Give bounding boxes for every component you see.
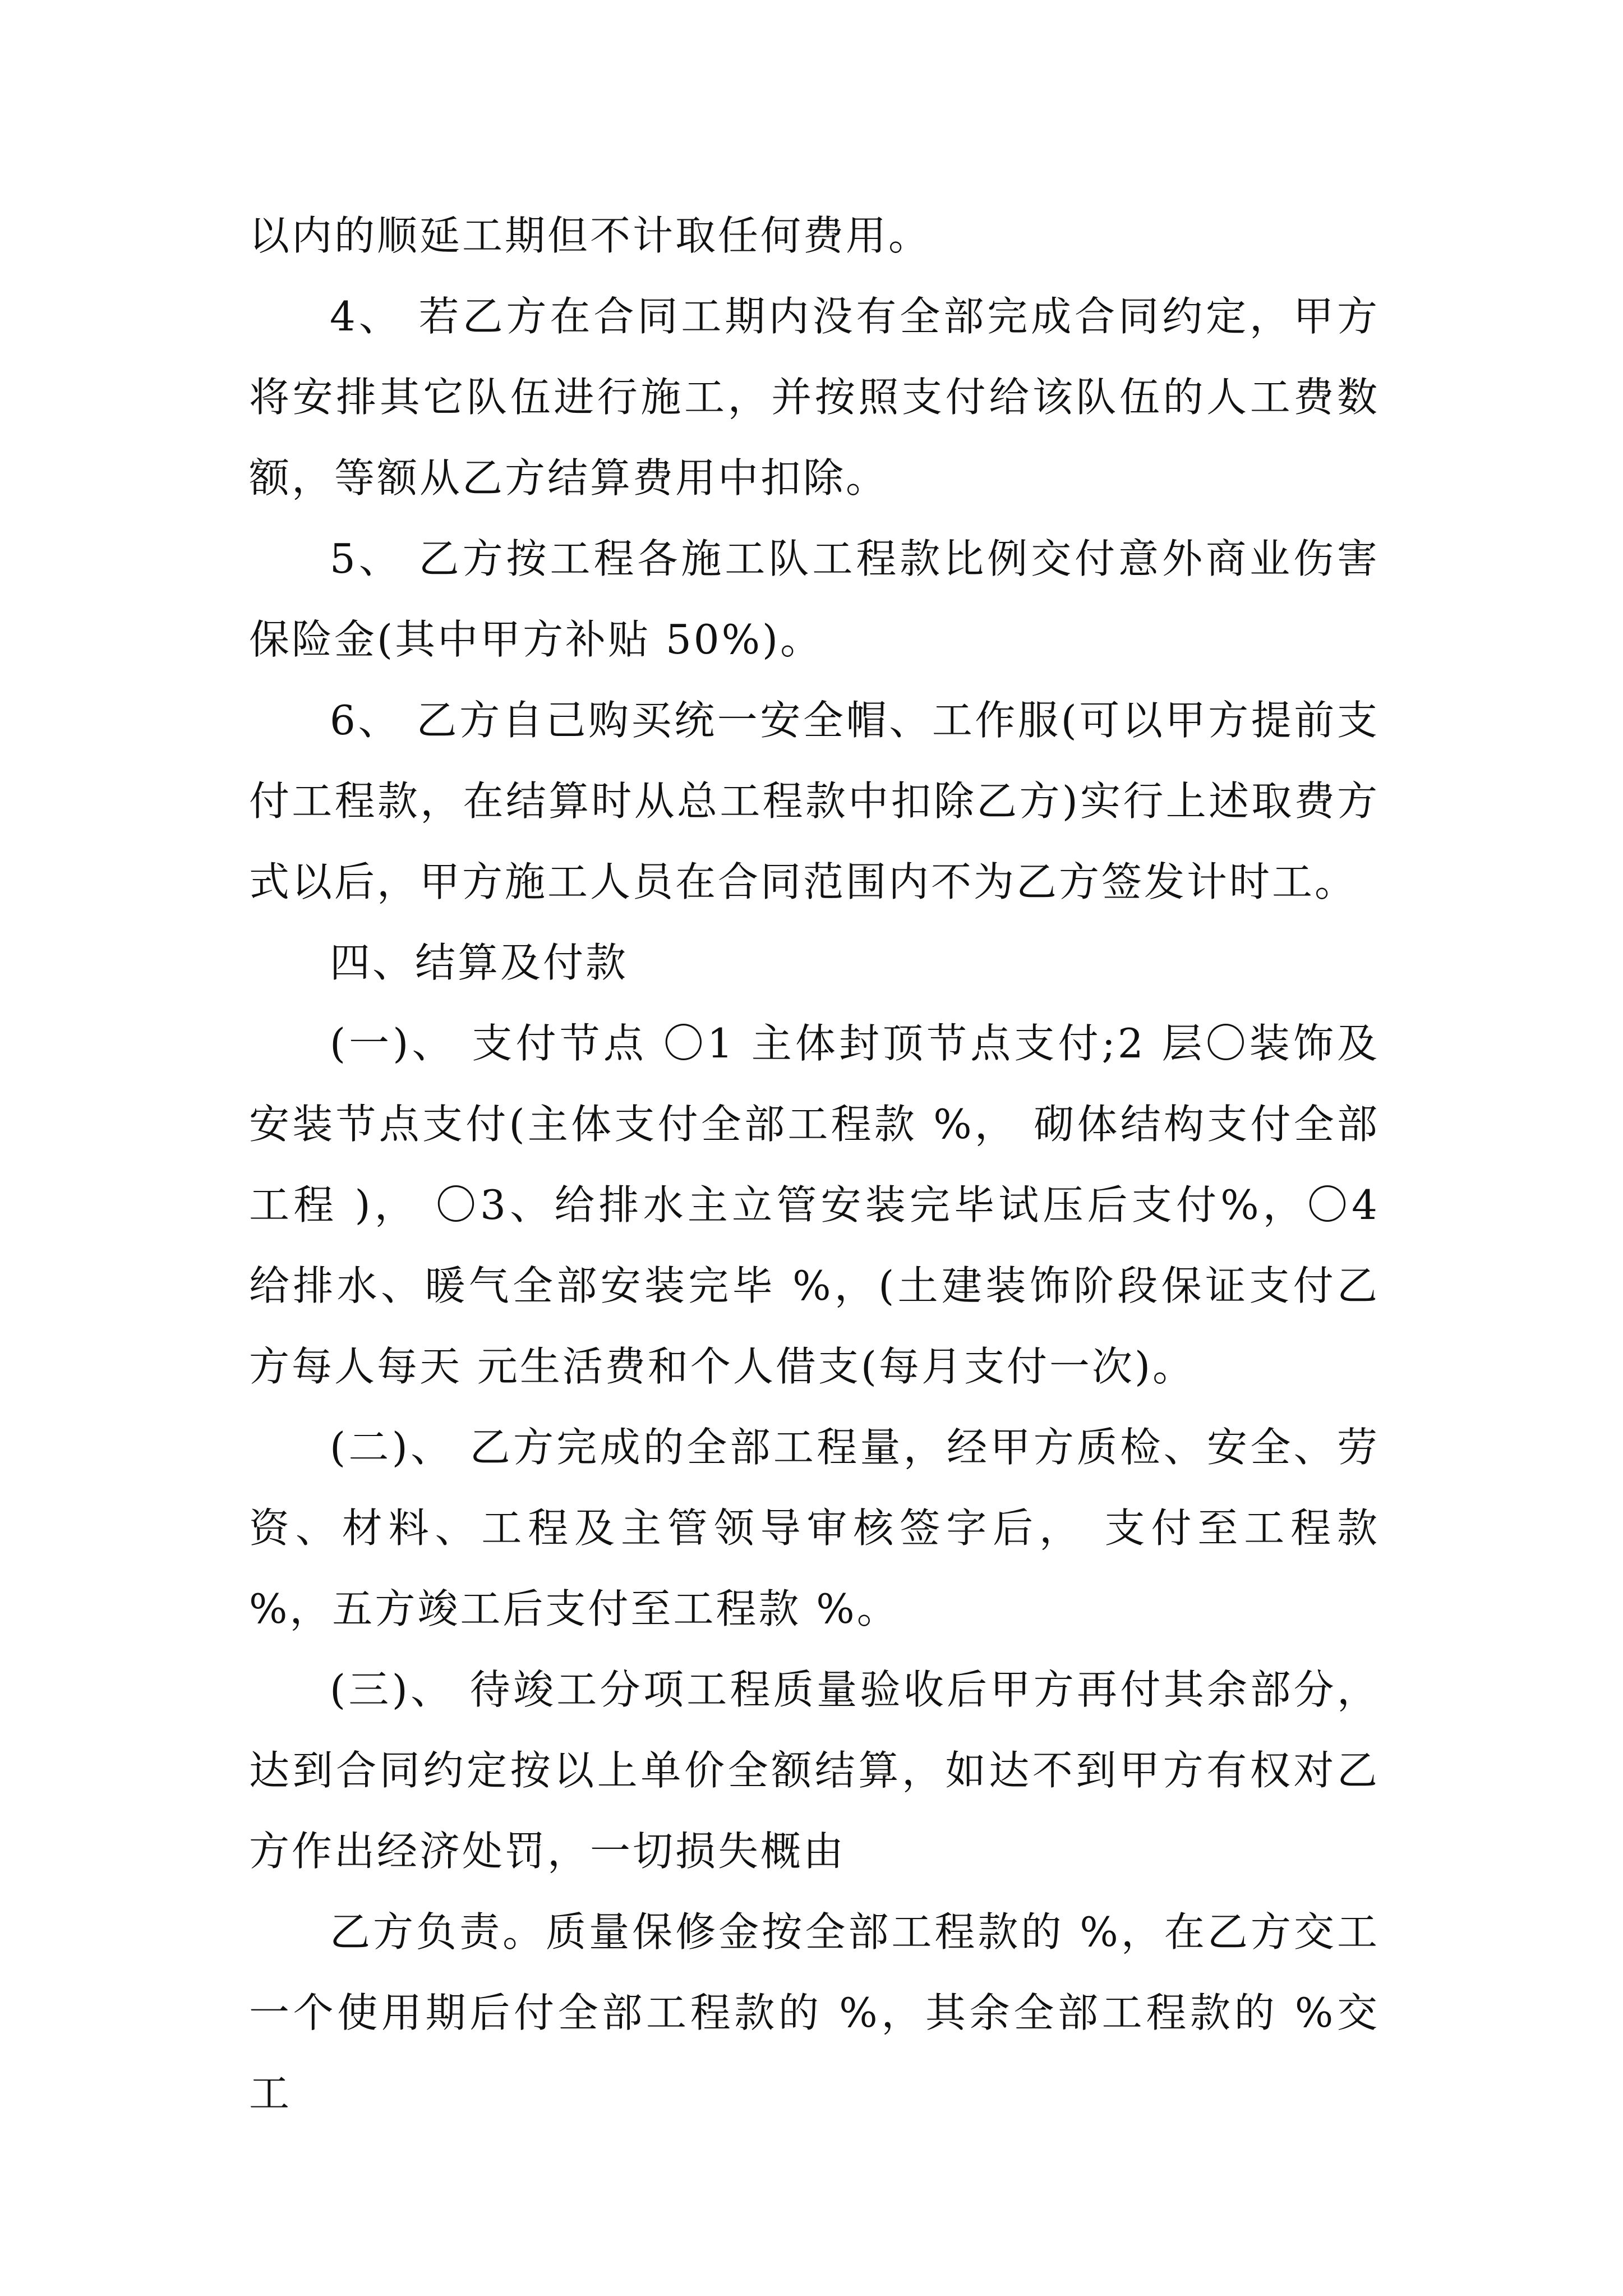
section-heading-settlement: 四、结算及付款 bbox=[330, 939, 629, 986]
paragraph-warranty: 乙方负责。质量保修金按全部工程款的 %，在乙方交工一个使用期后付全部工程款的 %，其余全部工程款的 %交工 bbox=[249, 1908, 1380, 2117]
paragraph-continuation: 以内的顺延工期但不计取任何费用。 bbox=[249, 212, 932, 259]
paragraph-clause-1: (一)、 支付节点 〇1 主体封顶节点支付;2 层〇装饰及安装节点支付(主体支付全部工程款 %， 砌体结构支付全部工程 )， 〇3、给排水主立管安装完毕试压后支付%，〇4 给排水、暖气全部安装完毕 %，(土建装饰阶段保证支付乙方每人每天 元生活费和个人借支(每月支付一次)。 bbox=[249, 1020, 1380, 1390]
paragraph-clause-2: (二)、 乙方完成的全部工程量，经甲方质检、安全、劳资、材料、工程及主管领导审核签字后， 支付至工程款 %，五方竣工后支付至工程款 %。 bbox=[249, 1424, 1380, 1632]
document-body bbox=[249, 195, 1380, 2134]
paragraph-item-6: 6、 乙方自己购买统一安全帽、工作服(可以甲方提前支付工程款，在结算时从总工程款中扣除乙方)实行上述取费方式以后，甲方施工人员在合同范围内不为乙方签发计时工。 bbox=[249, 697, 1380, 905]
paragraph-item-4: 4、 若乙方在合同工期内没有全部完成合同约定，甲方将安排其它队伍进行施工，并按照支付给该队伍的人工费数额，等额从乙方结算费用中扣除。 bbox=[249, 293, 1380, 501]
paragraph-item-5: 5、 乙方按工程各施工队工程款比例交付意外商业伤害保险金(其中甲方补贴 50%)。 bbox=[249, 535, 1380, 663]
paragraph-clause-3: (三)、 待竣工分项工程质量验收后甲方再付其余部分，达到合同约定按以上单价全额结算，如达不到甲方有权对乙方作出经济处罚，一切损失概由 bbox=[249, 1666, 1380, 1875]
